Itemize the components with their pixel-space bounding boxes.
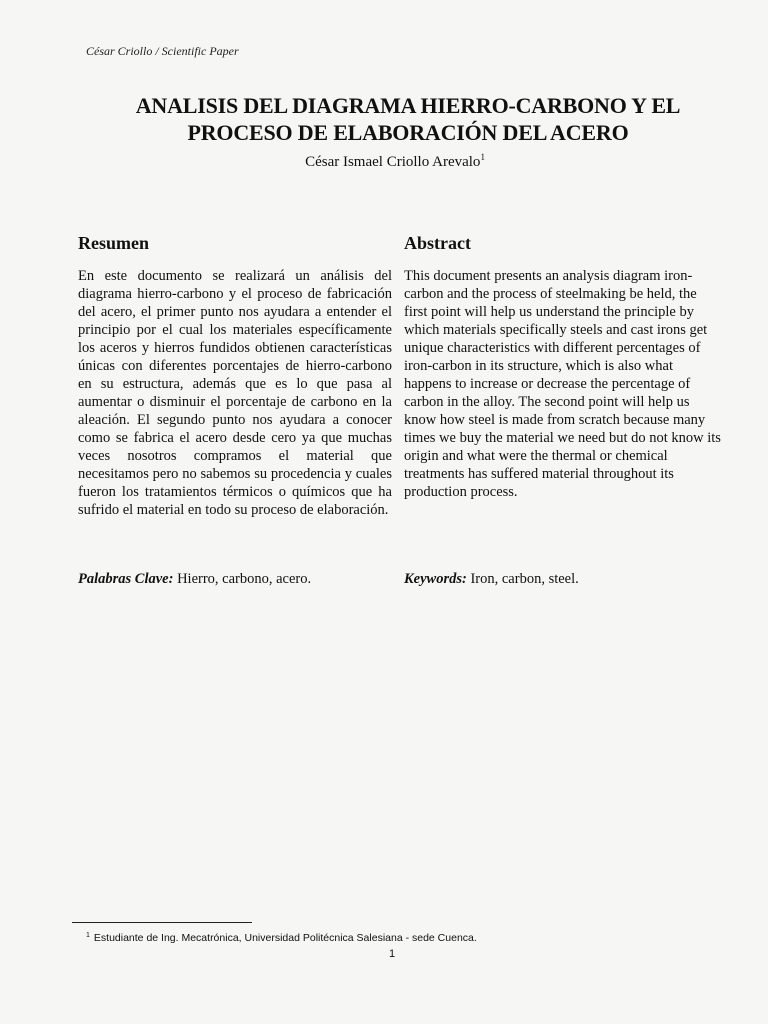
footnote-divider bbox=[72, 922, 252, 923]
keywords-value: Iron, carbon, steel. bbox=[470, 571, 579, 587]
abstract-section bbox=[404, 233, 722, 501]
palabras-clave bbox=[78, 571, 311, 588]
palabras-clave-label: Palabras Clave: bbox=[78, 571, 174, 587]
author-line bbox=[0, 152, 768, 171]
page-number: 1 bbox=[389, 948, 396, 960]
footnote bbox=[86, 932, 477, 944]
footnote-mark: 1 bbox=[86, 932, 90, 939]
resumen-text: En este documento se realizará un análisis del diagrama hierro-carbono y el proceso de fabricación del acero, el primer punto nos ayudara a entender el principio por el cual los materiales específicamente los aceros y hierros fundidos obtienen características únicas con diferentes porcentajes de hierro-carbono en su estructura, además que es lo que pasa al aumentar o disminuir el porcentaje de carbono en la aleación. El segundo punto nos ayudara a conocer como se fabrica el acero desde cero ya que muchas veces nosotros compramos el material que necesitamos pero no sabemos su procedencia y cuales fueron los tratamientos térmicos o químicos que ha sufrido el material en todo su proceso de elaboración. bbox=[78, 268, 392, 518]
title-line-2: PROCESO DE ELABORACIÓN DEL ACERO bbox=[187, 120, 629, 145]
title-line-1: ANALISIS DEL DIAGRAMA HIERRO-CARBONO Y EL bbox=[135, 93, 681, 118]
abstract-heading: Abstract bbox=[404, 233, 471, 253]
running-head: César Criollo / Scientific Paper bbox=[86, 44, 239, 58]
author-name: César Ismael Criollo Arevalo bbox=[305, 154, 481, 170]
resumen-heading: Resumen bbox=[78, 233, 149, 253]
palabras-clave-value: Hierro, carbono, acero. bbox=[177, 571, 312, 587]
author-footnote-mark: 1 bbox=[480, 152, 485, 162]
keywords bbox=[404, 571, 579, 588]
paper-title bbox=[70, 92, 746, 146]
keywords-label: Keywords: bbox=[404, 571, 467, 587]
resumen-section bbox=[78, 233, 392, 519]
footnote-text: Estudiante de Ing. Mecatrónica, Universidad Politécnica Salesiana - sede Cuenca. bbox=[93, 932, 477, 944]
abstract-text: This document presents an analysis diagram iron-carbon and the process of steelmaking be held, the first point will help us understand the principle by which materials specifically steels and cast irons get unique characteristics with different percentages of iron-carbon in its structure, which is also what happens to increase or decrease the percentage of carbon in the alloy. The second point will help us know how steel is made from scratch because many times we buy the material we need but do not know its origin and what were the thermal or chemical treatments has suffered material throughout its production process. bbox=[404, 268, 721, 500]
